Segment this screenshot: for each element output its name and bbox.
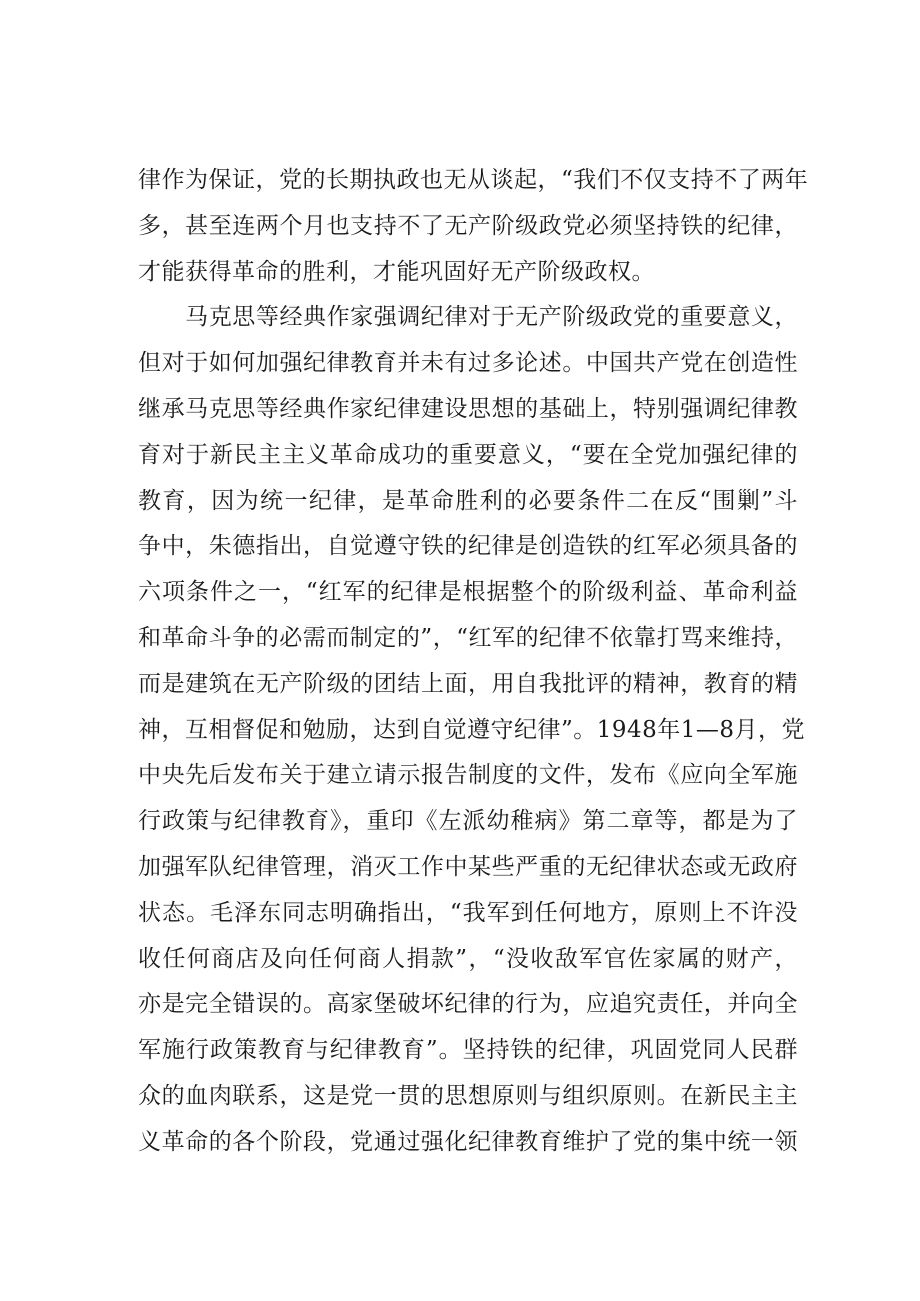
text-line: 和革命斗争的必需而制定的”，“红军的纪律不依靠打骂来维持， — [138, 624, 798, 651]
paragraph-2 — [138, 295, 806, 1165]
body-text — [138, 158, 809, 1166]
text-line: 义革命的各个阶段，党通过强化纪律教育维护了党的集中统一领 — [138, 1128, 798, 1155]
text-line: 行政策与纪律教育》，重印《左派幼稚病》第二章等，都是为了 — [138, 808, 798, 835]
text-line: 加强军队纪律管理，消灭工作中某些严重的无纪律状态或无政府 — [138, 853, 798, 880]
text-line: 神，互相督促和勉励，达到自觉遵守纪律”。1948年1—8月，党 — [138, 716, 806, 743]
text-line: 但对于如何加强纪律教育并未有过多论述。中国共产党在创造性 — [138, 350, 798, 377]
text-line: 马克思等经典作家强调纪律对于无产阶级政党的重要意义， — [138, 304, 798, 331]
text-line: 争中，朱德指出，自觉遵守铁的纪律是创造铁的红军必须具备的 — [138, 533, 798, 560]
paragraph-1 — [138, 158, 809, 295]
text-line: 中央先后发布关于建立请示报告制度的文件，发布《应向全军施 — [138, 762, 798, 789]
text-line: 亦是完全错误的。高家堡破坏纪律的行为，应追究责任，并向全 — [138, 991, 798, 1018]
text-line: 状态。毛泽东同志明确指出，“我军到任何地方，原则上不许没 — [138, 899, 798, 926]
text-line: 军施行政策教育与纪律教育”。坚持铁的纪律，巩固党同人民群 — [138, 1037, 798, 1064]
text-line: 才能获得革命的胜利，才能巩固好无产阶级政权。 — [138, 258, 655, 285]
text-line: 众的血肉联系，这是党一贯的思想原则与组织原则。在新民主主 — [138, 1082, 798, 1109]
text-line: 收任何商店及向任何商人捐款”，“没收敌军官佐家属的财产， — [138, 945, 798, 972]
text-line: 多，甚至连两个月也支持不了无产阶级政党必须坚持铁的纪律， — [138, 212, 798, 239]
text-line: 育对于新民主主义革命成功的重要意义，“要在全党加强纪律的 — [138, 441, 798, 468]
text-line: 六项条件之一，“红军的纪律是根据整个的阶级利益、革命利益 — [138, 579, 798, 606]
text-line: 律作为保证，党的长期执政也无从谈起，“我们不仅支持不了两年 — [138, 167, 809, 193]
text-line: 教育，因为统一纪律，是革命胜利的必要条件二在反“围剿”斗 — [138, 487, 798, 514]
text-line: 而是建筑在无产阶级的团结上面，用自我批评的精神，教育的精 — [138, 670, 798, 697]
text-line: 继承马克思等经典作家纪律建设思想的基础上，特别强调纪律教 — [138, 395, 798, 422]
